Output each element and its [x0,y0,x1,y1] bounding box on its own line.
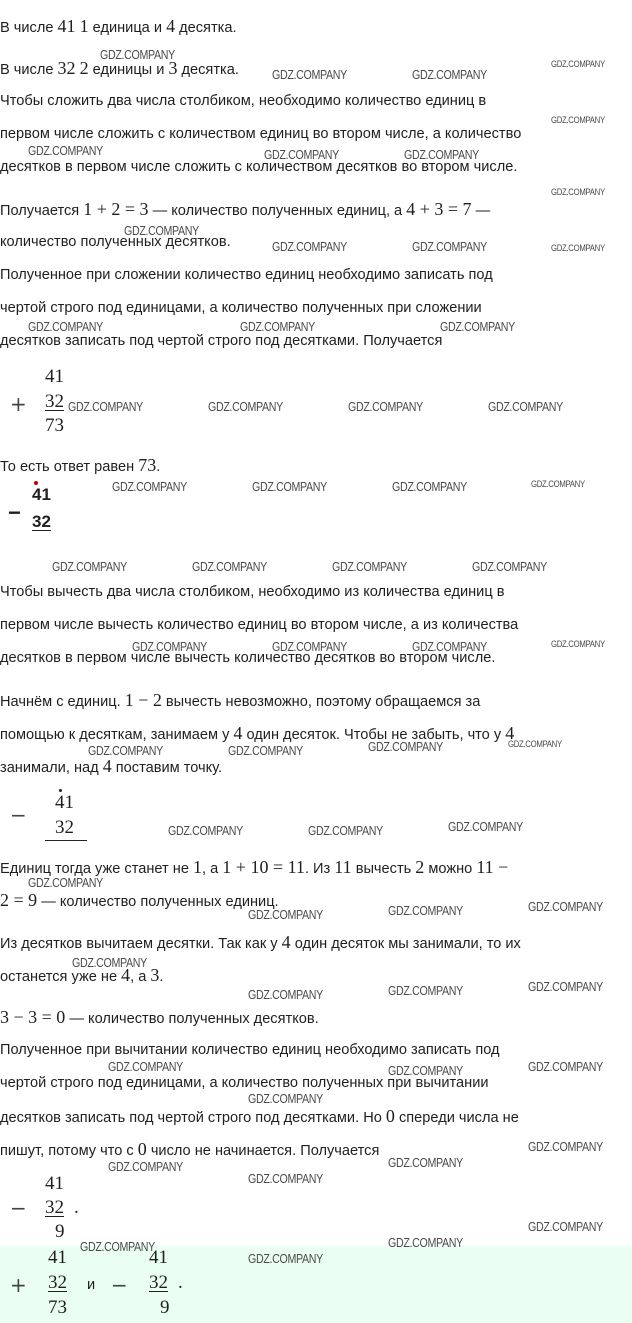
watermark: GDZ.COMPANY [248,987,323,1002]
line-14: десятков в первом числе вычесть количество десятков во втором числе. [0,650,496,666]
watermark: GDZ.COMPANY [388,903,463,918]
watermark: GDZ.COMPANY [88,743,163,758]
watermark: GDZ.COMPANY [208,399,283,414]
watermark: GDZ.COMPANY [368,739,443,754]
watermark: GDZ.COMPANY [252,479,327,494]
watermark: GDZ.COMPANY [528,899,603,914]
watermark: GDZ.COMPANY [80,1239,155,1254]
line-23: Полученное при вычитании количество единиц необходимо записать под [0,1042,500,1058]
line-15: Начнём с единиц. 1 − 2 вычесть невозможно, поэтому обращаемся за [0,690,481,710]
watermark: GDZ.COMPANY [308,823,383,838]
watermark: GDZ.COMPANY [28,319,103,334]
watermark: GDZ.COMPANY [412,639,487,654]
watermark: GDZ.COMPANY [108,1059,183,1074]
line-7: количество полученных десятков. [0,234,231,250]
line-19: 2 = 9 — количество полученных единиц. [0,890,279,910]
watermark: GDZ.COMPANY [412,67,487,82]
line-16: помощью к десяткам, занимаем у 4 один десяток. Чтобы не забыть, что у 4 [0,723,515,743]
watermark: GDZ.COMPANY [440,319,515,334]
watermark: GDZ.COMPANY [168,823,243,838]
watermark: GDZ.COMPANY [404,147,479,162]
line-13: первом числе вычесть количество единиц во втором числе, а из количества [0,617,519,633]
line-17: занимали, над 4 поставим точку. [0,756,223,776]
line-18: Единиц тогда уже станет не 1, а 1 + 10 = 11. Из 11 вычесть 2 можно 11 − [0,857,509,877]
watermark: GDZ.COMPANY [551,243,605,254]
line-6: Получается 1 + 2 = 3 — количество полученных единиц, а 4 + 3 = 7 — [0,199,491,219]
watermark: GDZ.COMPANY [52,559,127,574]
watermark: GDZ.COMPANY [551,59,605,70]
watermark: GDZ.COMPANY [68,399,143,414]
line-25: десятков записать под чертой строго под десятками. Но 0 спереди числа не [0,1106,519,1126]
watermark: GDZ.COMPANY [388,1155,463,1170]
watermark: GDZ.COMPANY [392,479,467,494]
watermark: GDZ.COMPANY [508,739,562,750]
watermark: GDZ.COMPANY [264,147,339,162]
line-11: То есть ответ равен 73. [0,455,161,475]
watermark: GDZ.COMPANY [332,559,407,574]
line-4: первом числе сложить с количеством единиц во втором числе, а количество [0,126,522,142]
watermark: GDZ.COMPANY [132,639,207,654]
line-21: останется уже не 4, а 3. [0,965,164,985]
watermark: GDZ.COMPANY [448,819,523,834]
watermark: GDZ.COMPANY [228,743,303,758]
watermark: GDZ.COMPANY [388,1235,463,1250]
watermark: GDZ.COMPANY [124,223,199,238]
watermark: GDZ.COMPANY [272,239,347,254]
line-3: Чтобы сложить два числа столбиком, необходимо количество единиц в [0,93,487,109]
watermark: GDZ.COMPANY [551,187,605,198]
line-10: десятков записать под чертой строго под десятками. Получается [0,333,443,349]
watermark: GDZ.COMPANY [248,1251,323,1266]
watermark: GDZ.COMPANY [192,559,267,574]
watermark: GDZ.COMPANY [248,1171,323,1186]
watermark: GDZ.COMPANY [528,1059,603,1074]
line-5: десятков в первом числе сложить с количеством десятков во втором числе. [0,159,518,175]
watermark: GDZ.COMPANY [528,979,603,994]
watermark: GDZ.COMPANY [112,479,187,494]
watermark: GDZ.COMPANY [28,143,103,158]
watermark: GDZ.COMPANY [72,955,147,970]
watermark: GDZ.COMPANY [272,67,347,82]
line-9: чертой строго под единицами, а количество полученных при сложении [0,300,482,316]
watermark: GDZ.COMPANY [528,1219,603,1234]
line-1: В числе 41 1 единица и 4 десятка. [0,16,237,36]
watermark: GDZ.COMPANY [551,639,605,650]
watermark: GDZ.COMPANY [388,1063,463,1078]
line-24: чертой строго под единицами, а количество полученных при вычитании [0,1075,489,1091]
watermark: GDZ.COMPANY [388,983,463,998]
line-2: В числе 32 2 единицы и 3 десятка. [0,58,239,78]
line-20: Из десятков вычитаем десятки. Так как у 4 один десяток мы занимали, то их [0,932,521,952]
watermark: GDZ.COMPANY [248,907,323,922]
watermark: GDZ.COMPANY [551,115,605,126]
line-8: Полученное при сложении количество единиц необходимо записать под [0,267,493,283]
watermark: GDZ.COMPANY [528,1139,603,1154]
watermark: GDZ.COMPANY [472,559,547,574]
watermark: GDZ.COMPANY [240,319,315,334]
watermark: GDZ.COMPANY [531,479,585,490]
watermark: GDZ.COMPANY [488,399,563,414]
line-22: 3 − 3 = 0 — количество полученных десятков. [0,1007,319,1027]
watermark: GDZ.COMPANY [100,47,175,62]
watermark: GDZ.COMPANY [28,875,103,890]
watermark: GDZ.COMPANY [272,639,347,654]
line-12: Чтобы вычесть два числа столбиком, необходимо из количества единиц в [0,584,505,600]
watermark: GDZ.COMPANY [348,399,423,414]
watermark: GDZ.COMPANY [108,1159,183,1174]
underline-rule [45,840,87,841]
watermark: GDZ.COMPANY [248,1091,323,1106]
line-26: пишут, потому что с 0 число не начинается. Получается [0,1139,380,1159]
watermark: GDZ.COMPANY [412,239,487,254]
